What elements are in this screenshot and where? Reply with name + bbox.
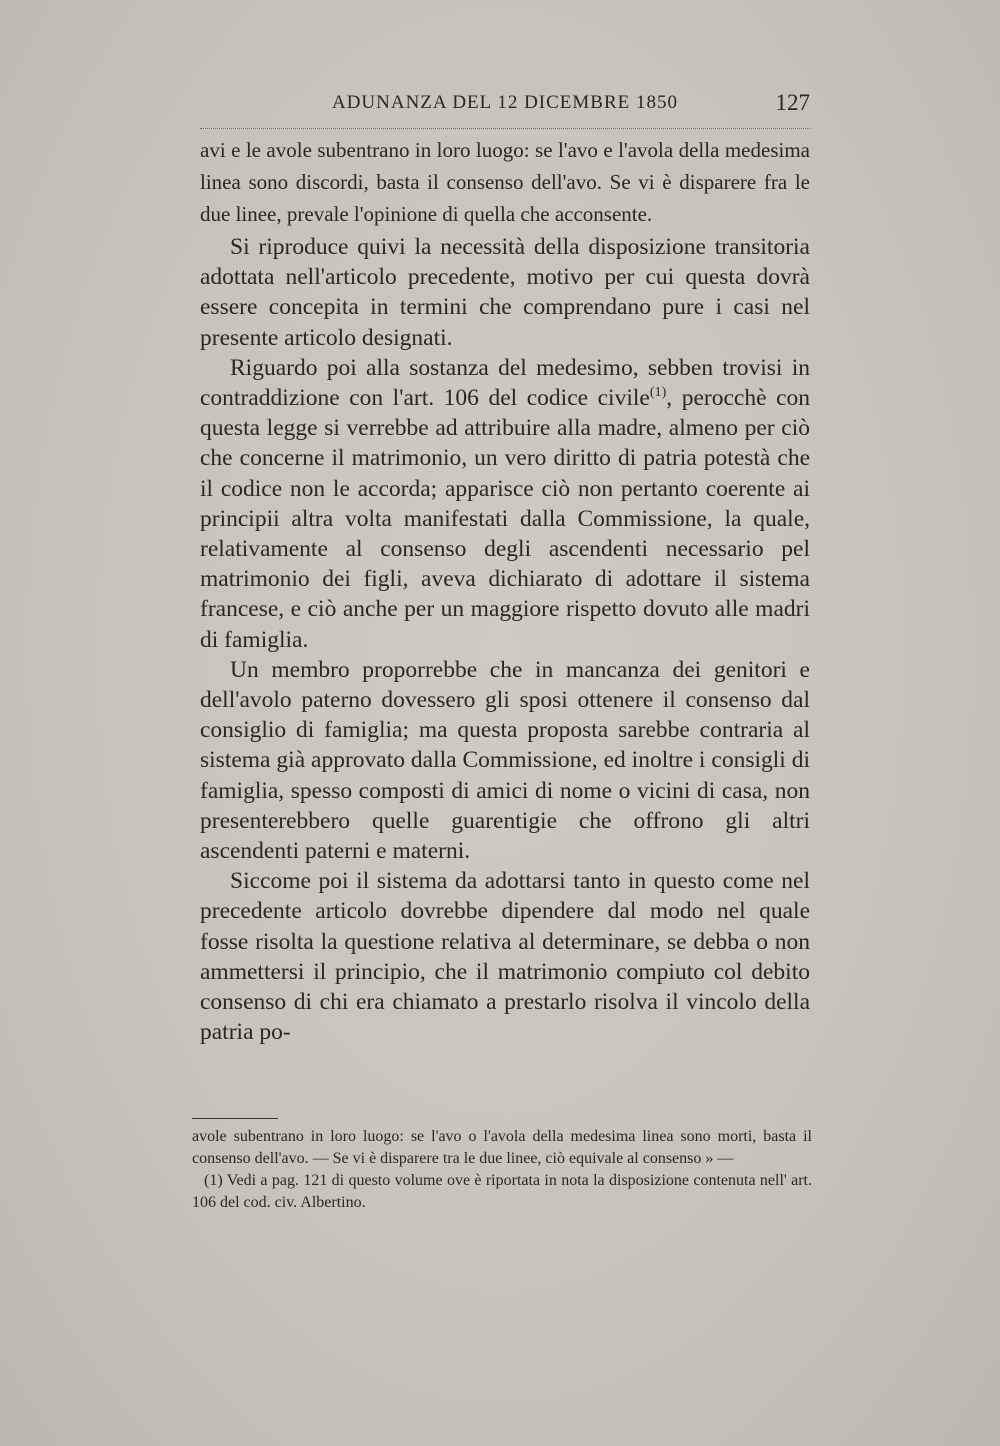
paragraph bbox=[200, 353, 810, 655]
paragraph-text: , perocchè con questa legge si verrebbe ad attribuire alla madre, almeno per ciò che concerne il matrimonio, un vero diritto di patria potestà che il codice non le accorda; apparisce ciò non pertanto coerente ai principii altra volta manifestati dalla Commissione, la quale, relativamente al consenso degli ascendenti necessario pel matrimonio dei figli, aveva dichiarato di adottare il sistema francese, e ciò anche per un maggiore rispetto dovuto alle madri di famiglia. bbox=[200, 385, 811, 653]
page-header bbox=[200, 88, 810, 129]
page-number: 127 bbox=[775, 90, 810, 115]
running-head: ADUNANZA DEL 12 DICEMBRE 1850 bbox=[331, 92, 678, 113]
continuation-text: avi e le avole subentrano in loro luogo: se l'avo e l'avola della medesima linea sono discordi, basta il consenso dell'avo. Se vi è disparere fra le due linee, prevale l'opinione di quella che acconsente. bbox=[200, 138, 810, 226]
paragraph: Siccome poi il sistema da adottarsi tanto in questo come nel precedente articolo dovrebbe dipendere dal modo nel quale fosse risolta la questione relativa al determinare, se debba o non ammettersi il principio, che il matrimonio compiuto col debito consenso di chi era chiamato a prestarlo risolva il vincolo della patria po- bbox=[200, 868, 810, 1046]
footnote: avole subentrano in loro luogo: se l'avo o l'avola della medesima linea sono morti, basta il consenso dell'avo. — Se vi è disparere tra le due linee, ciò equivale al consenso » — bbox=[192, 1128, 812, 1167]
paragraph: Si riproduce quivi la necessità della disposizione transitoria adottata nell'articolo precedente, motivo per cui questa dovrà essere concepita in termini che comprendano pure i casi nel presente articolo designati. bbox=[200, 234, 810, 351]
footnote-reference: (1) bbox=[649, 384, 667, 401]
footnote: (1) Vedi a pag. 121 di questo volume ove è riportata in nota la disposizione contenuta nell' art. 106 del cod. civ. Albertino. bbox=[192, 1172, 812, 1211]
footnote-rule bbox=[192, 1118, 278, 1119]
footnotes bbox=[192, 1126, 812, 1214]
main-text bbox=[200, 232, 810, 1047]
paragraph-text: Riguardo poi alla sostanza del medesimo, sebben trovisi in contraddizione con l'art. 106 del codice civile bbox=[200, 354, 810, 412]
paragraph: Un membro proporrebbe che in mancanza dei genitori e dell'avolo paterno dovessero gli sposi ottenere il consenso dal consiglio di famiglia; ma questa proposta sarebbe contraria al sistema già approvato dalla Commissione, ed inoltre i consigli di famiglia, spesso composti di amici di nome o vicini di casa, non presenterebbero quelle guarentigie che offrono gli altri ascendenti paterni e materni. bbox=[200, 656, 810, 865]
